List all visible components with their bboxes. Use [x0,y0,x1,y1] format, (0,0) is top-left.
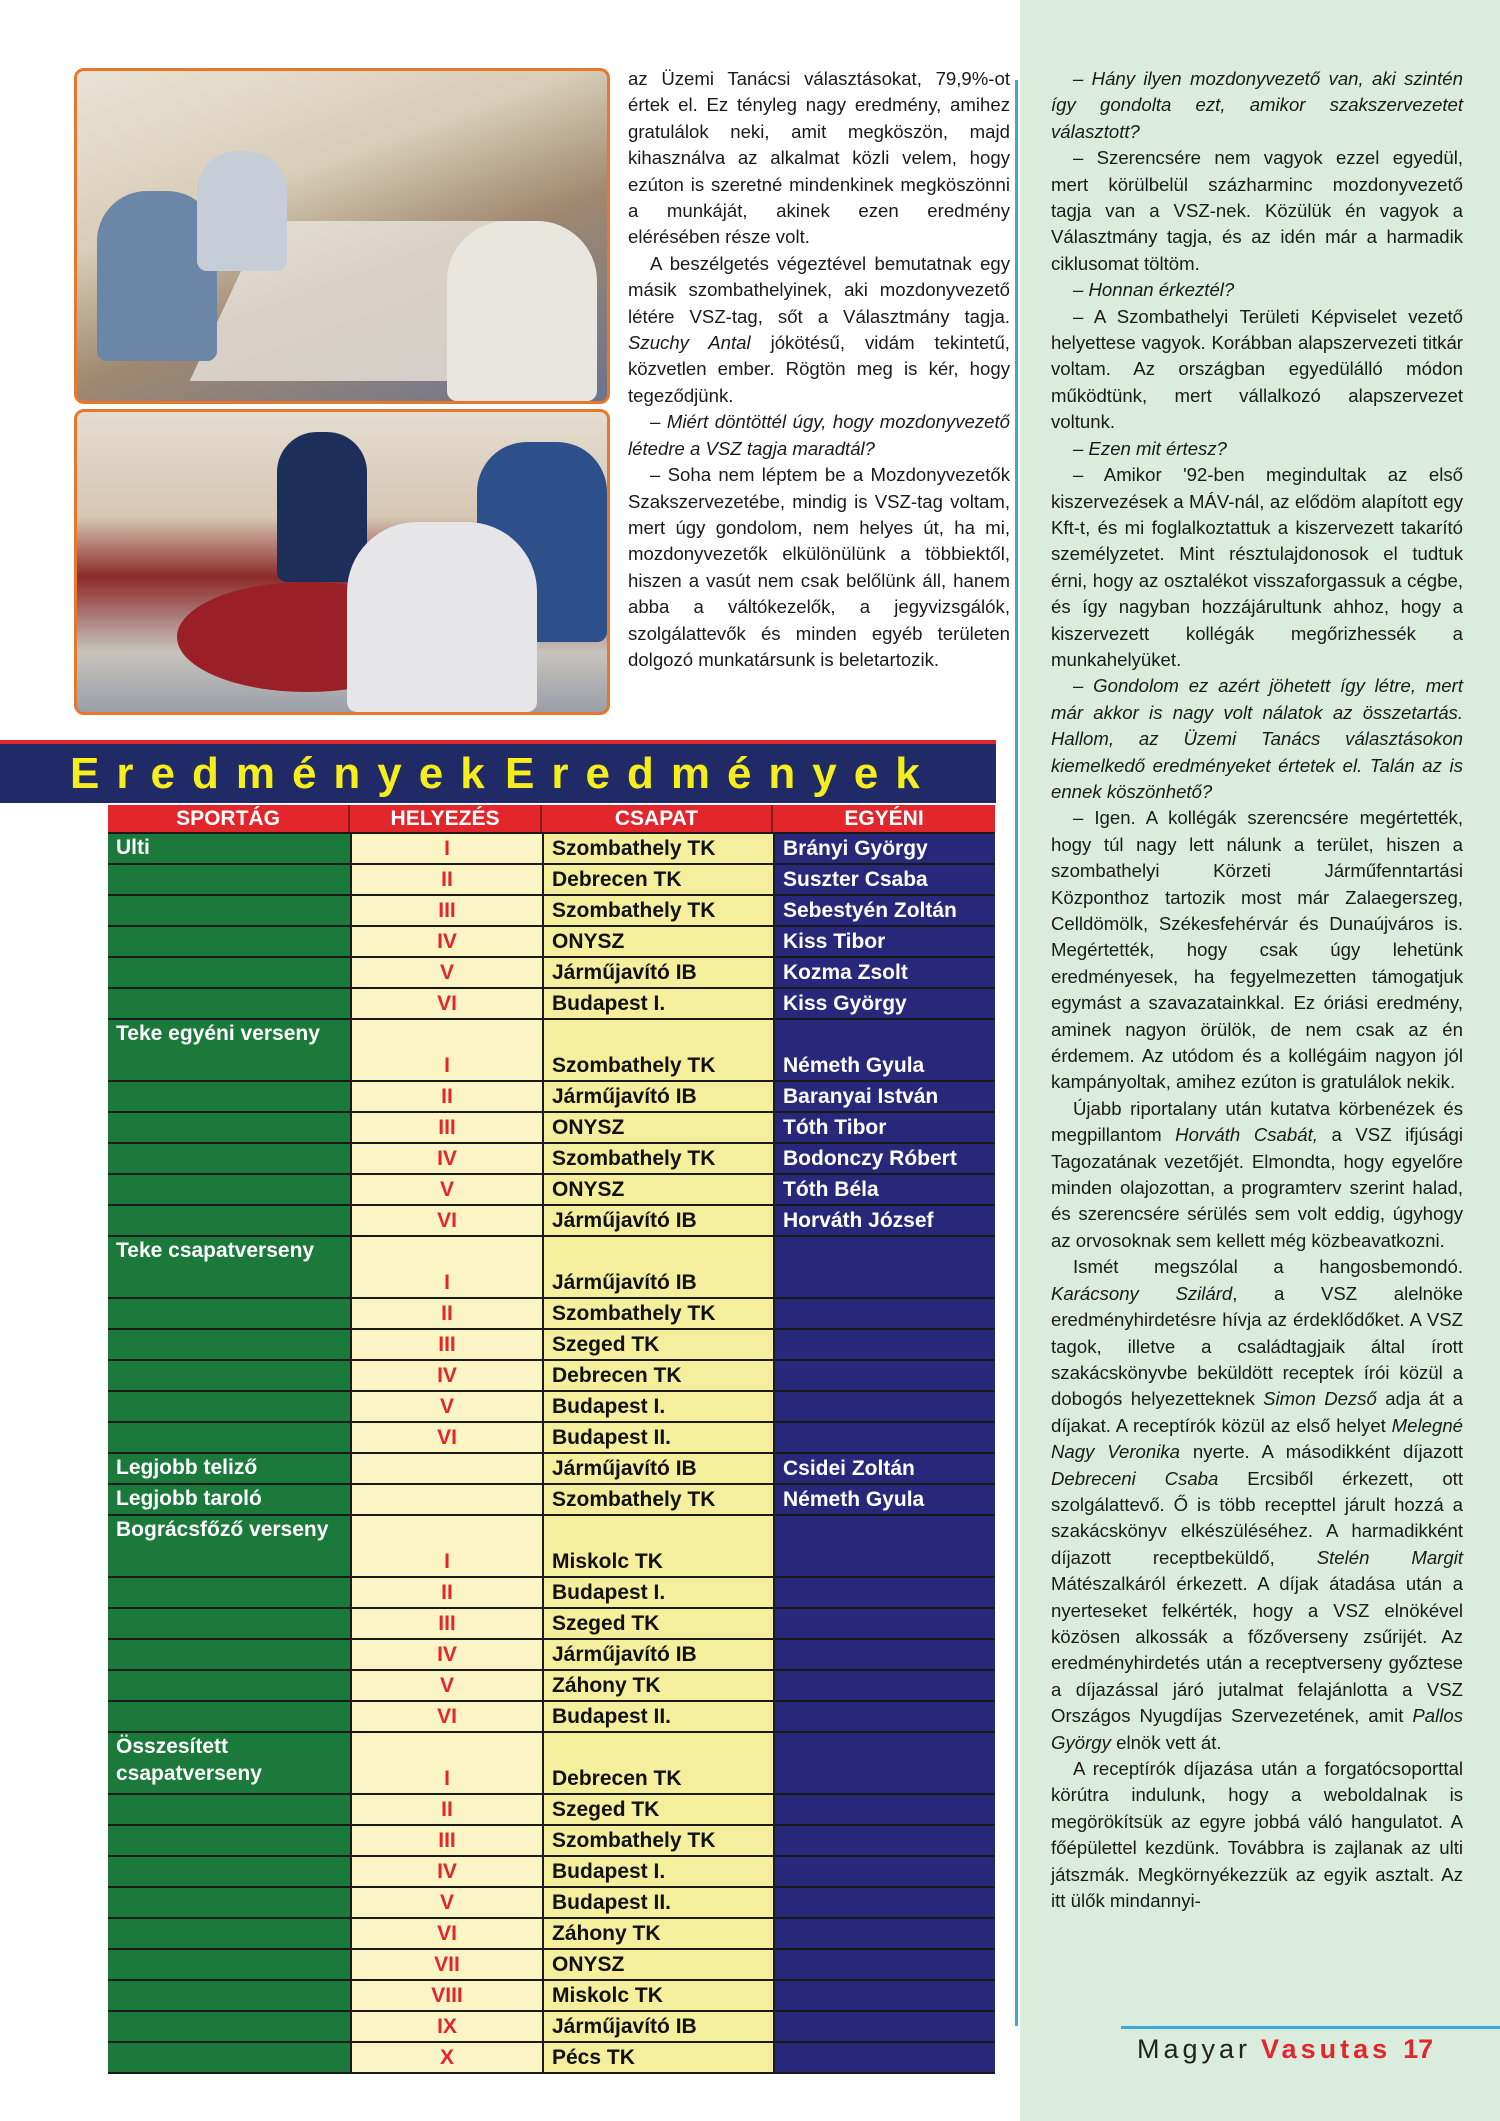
paragraph [1051,805,1463,1095]
sport-cell [108,1082,350,1111]
placement-cell: VIII [350,1981,542,2010]
table-row [108,958,995,989]
sport-cell [108,1423,350,1452]
sport-cell [108,1640,350,1669]
placement-cell: III [350,896,542,925]
team-cell: Járműjavító IB [542,1640,773,1669]
placement-cell: III [350,1826,542,1855]
text: – A Szombathelyi Területi Képviselet vezető helyettese vagyok. Korábban alapszervezeti titkár voltam. Az országban egyedülálló módon működtünk, mert vállalkozó alapszervezet voltunk. [1051,305,1463,433]
text: Ismét megszólal a hangosbemondó. [1073,1256,1463,1278]
placement-cell: X [350,2043,542,2072]
individual-cell [773,1578,995,1607]
table-row [108,834,995,865]
text: – Szerencsére nem vagyok ezzel egyedül, mert körülbelül százharminc mozdonyvezető tagja van a VSZ-nek. Közülük én vagyok a Választmány tagja, és az idén már a harmadik ciklusomat töltöm. [1051,147,1463,274]
text: A receptírók díjazása után a forgatócsoporttal körútra indulunk, hogy a weboldalnak is megörökítsük az egyre jobbá váló hangulatot. A főépülettel kezdünk. Továbbra is zajlanak az ulti játszmák. Megkörnyékezzük az egyik asztalt. Az itt ülők mindannyi- [1051,1758,1463,1912]
team-cell: Budapest II. [542,1702,773,1731]
sport-cell [108,2043,350,2072]
team-cell: Szombathely TK [542,1826,773,1855]
individual-cell [773,1795,995,1824]
italic-text: Pallos György [1051,1705,1463,1753]
table-row [108,1671,995,1702]
individual-cell [773,1237,995,1297]
table-row [108,1919,995,1950]
placement-cell: V [350,1392,542,1421]
table-row [108,1392,995,1423]
table-row [108,2043,995,2074]
individual-cell [773,1919,995,1948]
table-row [108,1640,995,1671]
table-row [108,1609,995,1640]
results-title-repeat: Eredmények [505,749,937,798]
individual-cell: Tóth Béla [773,1175,995,1204]
sport-cell [108,1330,350,1359]
text: elnök vett át. [1110,1731,1222,1753]
individual-cell [773,1857,995,1886]
placement-cell: I [350,1237,542,1297]
placement-cell: II [350,1795,542,1824]
table-row [108,1950,995,1981]
placement-cell: V [350,1671,542,1700]
placement-cell: IV [350,1640,542,1669]
placement-cell [350,1454,542,1483]
placement-cell: VI [350,1423,542,1452]
team-cell: Járműjavító IB [542,958,773,987]
italic-text: – Ezen mit értesz? [1073,437,1227,459]
individual-cell [773,2012,995,2041]
individual-cell: Bodonczy Róbert [773,1144,995,1173]
text: Mátészalkáról érkezett. A díjak átadása után a nyerteseket felkérték, hogy a VSZ elnökével közösen alkossák a főzőverseny zsűrijét. Az eredményhirdetés után a receptverseny győztese a díjazással járó jutalmat felajánlotta a VSZ Országos Nyugdíjas Szervezetének, amit [1051,1573,1463,1727]
italic-text: Debreceni Csaba [1051,1467,1219,1489]
placement-cell: VII [350,1950,542,1979]
individual-cell [773,1423,995,1452]
table-row [108,1578,995,1609]
header-individual: EGYÉNI [844,807,924,830]
sport-cell [108,865,350,894]
article-column-middle [628,66,1010,673]
placement-cell: VI [350,1206,542,1235]
placement-cell: I [350,1020,542,1080]
paragraph [1051,436,1463,462]
photo-card-game [74,409,610,715]
team-cell: Budapest I. [542,1392,773,1421]
sport-cell [108,1206,350,1235]
paragraph [1051,673,1463,805]
sport-cell: Ulti [108,834,350,863]
individual-cell: Kozma Zsolt [773,958,995,987]
text: Ercsiből érkezett, ott szolgálattevő. Ő is több recepttel járult hozzá a szakácskönyv elkészüléséhez. A harmadikként díjazott receptbeküldő, [1051,1467,1464,1568]
individual-cell [773,1361,995,1390]
italic-text: – Honnan érkeztél? [1073,279,1235,301]
magazine-name-first: Magyar [1137,2034,1252,2064]
sport-cell [108,1299,350,1328]
placement-cell: II [350,1578,542,1607]
individual-cell: Sebestyén Zoltán [773,896,995,925]
paragraph [628,462,1010,673]
placement-cell: VI [350,989,542,1018]
sport-cell [108,1857,350,1886]
table-row [108,1020,995,1082]
individual-cell: Baranyai István [773,1082,995,1111]
table-row [108,1485,995,1516]
italic-text: – Miért döntöttél úgy, hogy mozdonyvezető létedre a VSZ tagja maradtál? [628,411,1010,459]
team-cell: Budapest I. [542,1578,773,1607]
italic-text: Szuchy Antal [628,332,751,354]
text: – Soha nem léptem be a Mozdonyvezetők Szakszervezetébe, mindig is VSZ-tag voltam, mert úgy gondolom, nem helyes út, ha mi, mozdonyvezetők elkülönülünk a többiektől, hiszen a vasút nem csak belőlünk áll, hanem abba a váltókezelők, a jegyvizsgálók, szolgálattevők és minden egyéb területen dolgozó munkatársunk is beletartozik. [628,464,1010,670]
sport-cell [108,989,350,1018]
sport-cell [108,1175,350,1204]
page-number: 17 [1403,2034,1434,2064]
team-cell: Budapest I. [542,989,773,1018]
placement-cell: II [350,865,542,894]
individual-cell [773,1702,995,1731]
team-cell: Budapest I. [542,1857,773,1886]
team-cell: Budapest II. [542,1888,773,1917]
individual-cell: Tóth Tibor [773,1113,995,1142]
page-footer [1137,2032,1433,2066]
text: az Üzemi Tanácsi választásokat, 79,9%-ot értek el. Ez tényleg nagy eredmény, amihez gratulálok neki, amit megköszön, majd kihasználva az alkalmat közli velem, hogy ezúton is szeretné mindenkinek megköszönni a munkáját, akinek ezen eredmény elérésében része volt. [628,68,1010,248]
placement-cell: V [350,1888,542,1917]
sport-cell [108,1919,350,1948]
placement-cell: IX [350,2012,542,2041]
table-row [108,1795,995,1826]
individual-cell: Kiss György [773,989,995,1018]
team-cell: Szeged TK [542,1795,773,1824]
table-row [108,1361,995,1392]
sport-cell: Teke csapatverseny [108,1237,350,1297]
individual-cell [773,1640,995,1669]
team-cell: Járműjavító IB [542,1237,773,1297]
italic-text: Horváth Csabát, [1175,1124,1318,1146]
paragraph [628,409,1010,462]
table-row [108,1299,995,1330]
footer-rule [1121,2026,1500,2029]
italic-text: – Hány ilyen mozdonyvezető van, aki szintén így gondolta ezt, amikor szakszervezetet választott? [1051,68,1463,142]
individual-cell [773,1981,995,2010]
placement-cell: III [350,1113,542,1142]
individual-cell: Suszter Csaba [773,865,995,894]
sport-cell: Legjobb taroló [108,1485,350,1514]
text: A beszélgetés végeztével bemutatnak egy másik szombathelyinek, aki mozdonyvezető létére VSZ-tag, sőt a Választmány tagja. [628,252,1010,327]
team-cell: ONYSZ [542,1175,773,1204]
individual-cell [773,1888,995,1917]
sport-cell [108,1144,350,1173]
sport-cell: Teke egyéni verseny [108,1020,350,1080]
text: nyerte. A másodikként díjazott [1179,1441,1463,1463]
paragraph [1051,1756,1463,1914]
table-row [108,1733,995,1795]
sport-cell [108,1392,350,1421]
table-row [108,1454,995,1485]
text: jókötésű, vidám tekintetű, közvetlen ember. Rögtön meg is kér, hogy tegeződjünk. [628,332,1010,406]
team-cell: Szombathely TK [542,1485,773,1514]
paragraph [1051,145,1463,277]
text: , a VSZ alelnöke eredményhirdetésre hívja az érdeklődőket. A VSZ tagok, illetve a családtagjaik által írott szakácskönyvbe beküldött receptek írói közül a dobogós helyezetteknek [1051,1282,1463,1410]
team-cell: Szombathely TK [542,1144,773,1173]
sport-cell: Bográcsfőző verseny [108,1516,350,1576]
sport-cell [108,1671,350,1700]
text: – Amikor '92-ben megindultak az első kiszervezések a MÁV-nál, az elődöm alapított egy Kft-t, és mi foglalkoztattuk a kiszervezett takarító személyzetet. Mint résztulajdonosok el tudtuk érni, hogy az osztalékot visszaforgassuk a cégbe, és így nagyban hozzájárultunk ahhoz, hogy a kiszervezett kollégák megőrizhessék a munkahelyüket. [1051,464,1463,670]
results-table [108,805,995,2074]
paragraph [1051,66,1463,145]
individual-cell [773,1392,995,1421]
individual-cell [773,1609,995,1638]
sport-cell [108,896,350,925]
placement-cell: I [350,1516,542,1576]
placement-cell: III [350,1330,542,1359]
table-row [108,1888,995,1919]
italic-text: Melegné Nagy Veronika [1051,1414,1463,1463]
table-row [108,1702,995,1733]
italic-text: – Gondolom ez azért jöhetett így létre, mert már akkor is nagy volt nálatok az összetartás. Hallom, az Üzemi Tanács választásokon kiemelkedő eredményeket értetek el. Talán az is ennek köszönhető? [1051,675,1463,802]
column-divider [1015,80,1018,2026]
table-row [108,1857,995,1888]
sport-cell [108,1113,350,1142]
team-cell: Debrecen TK [542,865,773,894]
sport-cell [108,1795,350,1824]
individual-cell [773,2043,995,2072]
table-header [108,805,995,834]
sport-cell [108,1361,350,1390]
table-row [108,1330,995,1361]
table-row [108,1113,995,1144]
team-cell: Záhony TK [542,1919,773,1948]
table-row [108,989,995,1020]
header-sport: SPORTÁG [108,805,350,832]
team-cell: Budapest II. [542,1423,773,1452]
individual-cell [773,1516,995,1576]
header-team: CSAPAT [542,805,773,832]
paragraph [1051,304,1463,436]
placement-cell: VI [350,1702,542,1731]
individual-cell [773,1950,995,1979]
sport-cell [108,1578,350,1607]
team-cell: Szombathely TK [542,896,773,925]
table-row [108,896,995,927]
text: Újabb riportalany után kutatva körbenézek és megpillantom [1051,1097,1463,1146]
table-row [108,1082,995,1113]
results-title-banner [0,740,996,803]
individual-cell: Kiss Tibor [773,927,995,956]
text: adja át a díjakat. A receptírók közül az első helyet [1051,1388,1464,1436]
italic-text: Karácsony Szilárd [1051,1282,1233,1304]
team-cell: Debrecen TK [542,1733,773,1793]
sport-cell [108,1981,350,2010]
team-cell: Debrecen TK [542,1361,773,1390]
sport-cell [108,1950,350,1979]
italic-text: Simon Dezső [1263,1388,1377,1410]
paragraph [1051,1096,1463,1254]
individual-cell [773,1299,995,1328]
placement-cell: V [350,1175,542,1204]
italic-text: Stelén Margit [1316,1546,1463,1568]
paragraph [1051,1254,1463,1756]
individual-cell [773,1826,995,1855]
team-cell: Pécs TK [542,2043,773,2072]
individual-cell: Németh Gyula [773,1485,995,1514]
team-cell: Szeged TK [542,1609,773,1638]
table-row [108,1516,995,1578]
placement-cell: IV [350,1361,542,1390]
table-row [108,1981,995,2012]
sport-cell [108,927,350,956]
placement-cell: VI [350,1919,542,1948]
team-cell: Járműjavító IB [542,1454,773,1483]
text: – Igen. A kollégák szerencsére megértették, hogy túl nagy lett nálunk a terület, hiszen a szombathelyi Körzeti Járműfenntartási Központhoz tartozik most már Zalaegerszeg, Celldömölk, Székesfehérvár és Dunaújváros is. Megértették, hogy csak úgy lehetünk eredményesek, ha fegyelmezetten támogatjuk egymást a szavazatainkkal. Ez óriási eredmény, aminek nagyon örülök, de nem csak az én érdemem. Az utódom és a kollégáim nagyon jól kampányoltak, amihez ezúton is gratulálok nekik. [1051,807,1463,1093]
individual-cell: Horváth József [773,1206,995,1235]
paragraph [628,251,1010,409]
table-row [108,1826,995,1857]
team-cell: Járműjavító IB [542,2012,773,2041]
individual-cell [773,1733,995,1793]
table-row [108,2012,995,2043]
header-placement: HELYEZÉS [350,805,542,832]
placement-cell: II [350,1082,542,1111]
results-title: Eredmények [70,749,502,798]
table-row [108,1206,995,1237]
team-cell: Miskolc TK [542,1516,773,1576]
sport-cell: Legjobb teliző [108,1454,350,1483]
placement-cell: V [350,958,542,987]
individual-cell: Brányi György [773,834,995,863]
sport-cell [108,2012,350,2041]
individual-cell [773,1671,995,1700]
team-cell: Szombathely TK [542,1020,773,1080]
sport-cell [108,1888,350,1917]
table-body [108,834,995,2074]
placement-cell: I [350,834,542,863]
sport-cell [108,1826,350,1855]
team-cell: Záhony TK [542,1671,773,1700]
placement-cell: IV [350,1144,542,1173]
placement-cell [350,1485,542,1514]
article-column-right [1051,66,1463,1914]
placement-cell: II [350,1299,542,1328]
paragraph [628,66,1010,251]
sport-cell [108,1702,350,1731]
individual-cell: Csidei Zoltán [773,1454,995,1483]
placement-cell: IV [350,927,542,956]
table-row [108,1175,995,1206]
team-cell: ONYSZ [542,1113,773,1142]
placement-cell: I [350,1733,542,1793]
table-row [108,1423,995,1454]
team-cell: Szombathely TK [542,834,773,863]
table-row [108,1144,995,1175]
text: a VSZ ifjúsági Tagozatának vezetőjét. Elmondta, hogy egyelőre minden olajozottan, a programterv szerint halad, és szerencsére sérülés sem volt eddig, úgyhogy az orvosoknak sem kellett még közbeavatkozni. [1051,1124,1464,1251]
paragraph [1051,462,1463,673]
team-cell: ONYSZ [542,1950,773,1979]
table-row [108,865,995,896]
individual-cell: Németh Gyula [773,1020,995,1080]
sport-cell: Összesített csapatverseny [108,1733,350,1793]
table-row [108,1237,995,1299]
photo-chess-tournament [74,68,610,404]
team-cell: Szombathely TK [542,1299,773,1328]
individual-cell [773,1330,995,1359]
team-cell: Miskolc TK [542,1981,773,2010]
paragraph [1051,277,1463,303]
placement-cell: III [350,1609,542,1638]
team-cell: Járműjavító IB [542,1082,773,1111]
sport-cell [108,1609,350,1638]
placement-cell: IV [350,1857,542,1886]
team-cell: Járműjavító IB [542,1206,773,1235]
table-row [108,927,995,958]
magazine-name-second: Vasutas [1261,2034,1392,2064]
team-cell: ONYSZ [542,927,773,956]
sport-cell [108,958,350,987]
team-cell: Szeged TK [542,1330,773,1359]
